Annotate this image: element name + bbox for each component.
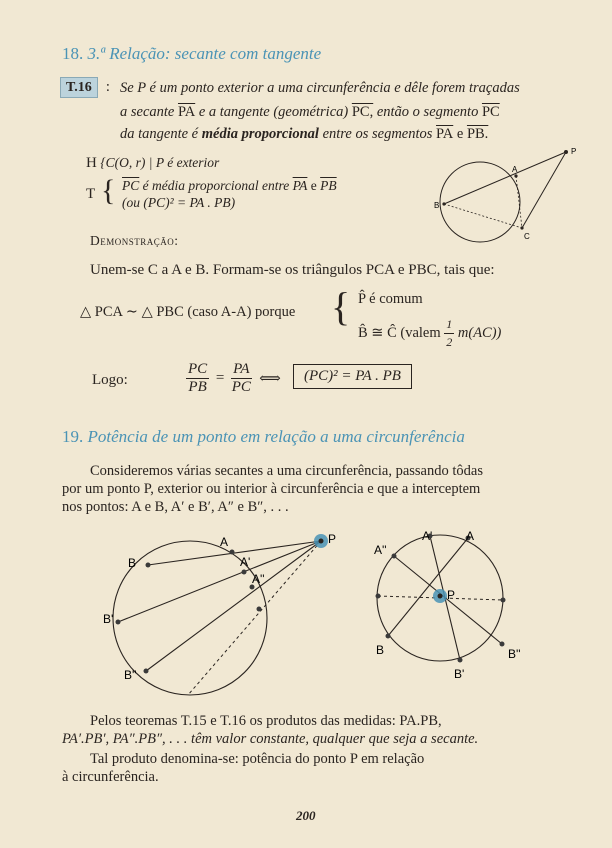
theorem-l2-b: e a tangente (geométrica) bbox=[198, 104, 349, 120]
fig-small-ac bbox=[516, 176, 522, 228]
fig1-a2-label: A'' bbox=[252, 572, 265, 586]
fraction-1-den: PB bbox=[188, 379, 207, 395]
para2-line-3: Tal produto denomina-se: potência do ponto P em relação bbox=[90, 751, 425, 767]
thesis-line-2: (ou (PC)² = PA . PB) bbox=[122, 195, 236, 210]
fig-small-bc bbox=[444, 204, 522, 228]
fig1-p-dot bbox=[319, 539, 324, 544]
thesis-pa: $\overline{PA}$ bbox=[292, 178, 308, 193]
para1-line-1: Consideremos várias secantes a uma circunferência, passando tôdas bbox=[90, 463, 483, 479]
fraction-2-num: PA bbox=[233, 361, 250, 377]
cond2-den: 2 bbox=[446, 335, 453, 349]
fig2-a-label: A bbox=[466, 530, 475, 543]
fig2-b2-label: B'' bbox=[508, 647, 521, 661]
theorem-line-1: Se P é um ponto exterior a uma circunferência e dêle forem traçadas bbox=[120, 80, 520, 96]
exterior-point-figure bbox=[100, 525, 360, 705]
similarity-brace: { bbox=[331, 284, 351, 329]
fig1-dashed-line bbox=[188, 541, 321, 695]
fig1-a-dot bbox=[230, 550, 235, 555]
theorem-l2-pa: $\overline{PA}$ bbox=[177, 104, 196, 120]
fraction-2-den: PC bbox=[231, 379, 251, 395]
fig1-b2-label: B'' bbox=[124, 668, 137, 682]
fig-small-c-label: C bbox=[524, 232, 530, 241]
fig1-p-label: P bbox=[328, 532, 337, 546]
cond2-arc: m(AC)) bbox=[457, 324, 502, 341]
thesis-brace: { bbox=[101, 174, 116, 207]
fig1-b-dot bbox=[146, 563, 151, 568]
fig2-a2-label: A'' bbox=[374, 543, 387, 557]
fig-small-p-label: P bbox=[571, 147, 577, 156]
fraction-1-num: PC bbox=[188, 361, 208, 377]
condition-1: P̂ é comum bbox=[358, 291, 423, 307]
theorem-l2-pc: PC, bbox=[351, 104, 374, 120]
theorem-l2-c: então o segmento bbox=[376, 104, 479, 120]
page-number: 200 bbox=[296, 808, 316, 823]
theorem-colon: : bbox=[105, 79, 110, 95]
fig2-dash-right-dot bbox=[501, 598, 506, 603]
section-18-number: 18. bbox=[62, 44, 84, 63]
fig2-b-dot bbox=[386, 634, 391, 639]
fraction-pc-pb bbox=[186, 361, 209, 396]
thesis-line-1 bbox=[122, 178, 337, 194]
fig1-b2-dot bbox=[144, 669, 149, 674]
section-18-title: 3.ª Relação: secante com tangente bbox=[87, 44, 322, 63]
equals-sign: = bbox=[215, 370, 225, 386]
fig-small-circle bbox=[440, 162, 520, 242]
theorem-label-row bbox=[60, 78, 110, 96]
fig2-a1-label: A' bbox=[422, 530, 433, 543]
theorem-l2-pc2: $\overline{PC}$ bbox=[481, 104, 500, 120]
theorem-line-3 bbox=[120, 126, 488, 143]
fig-small-a-label: A bbox=[512, 165, 518, 174]
hypothesis-line bbox=[86, 155, 219, 172]
fig1-b1-dot bbox=[116, 620, 121, 625]
fig-small-b-dot bbox=[442, 202, 445, 205]
theorem-line-2 bbox=[120, 104, 500, 121]
theorem-label: T.16 bbox=[60, 77, 98, 98]
interior-point-figure bbox=[370, 530, 540, 705]
hypothesis-h: H bbox=[86, 155, 97, 171]
fig2-b1-dot bbox=[458, 658, 463, 663]
thesis-pc: $\overline{PC}$ bbox=[122, 178, 140, 193]
cond2-valem: (valem bbox=[400, 324, 441, 341]
fig-small-tangent bbox=[522, 152, 566, 228]
fig1-b1-label: B' bbox=[103, 612, 114, 626]
thesis-t: T bbox=[86, 186, 96, 202]
demo-label: Demonstração: bbox=[90, 233, 179, 248]
fig-small-p-dot bbox=[564, 150, 568, 154]
theorem-l2-a: a secante bbox=[120, 104, 175, 120]
fig1-b-label: B bbox=[128, 556, 137, 570]
fig2-b1-label: B' bbox=[454, 667, 465, 681]
para2-line-1: Pelos teoremas T.15 e T.16 os produtos das medidas: PA.PB, bbox=[90, 713, 442, 729]
condition-2 bbox=[358, 316, 501, 351]
section-19-title: Potência de um ponto em relação a uma circunferência bbox=[87, 427, 465, 446]
section-19-number: 19. bbox=[62, 427, 84, 446]
result-box: (PC)² = PA . PB bbox=[293, 364, 412, 389]
iff-arrow: ⟺ bbox=[259, 371, 281, 387]
theorem-l3-b: entre os segmentos bbox=[322, 126, 433, 142]
tangent-secant-figure bbox=[430, 146, 580, 256]
theorem-l3-bold: média proporcional bbox=[201, 126, 319, 142]
theorem-l3-pb: PB. bbox=[466, 126, 489, 142]
para2-line-2: PA′.PB′, PA″.PB″, . . . têm valor constante, qualquer que seja a secante. bbox=[62, 731, 479, 747]
para2-line-4: à circunferência. bbox=[62, 769, 159, 785]
fig1-a-label: A bbox=[220, 535, 229, 549]
similarity-statement: △ PCA ∼ △ PBC (caso A-A) porque bbox=[80, 304, 296, 320]
fig2-chord-ab bbox=[388, 538, 468, 636]
fig2-dash-left-dot bbox=[376, 594, 381, 599]
fig1-secant-ab bbox=[148, 541, 321, 565]
theorem-l3-a: da tangente é bbox=[120, 126, 199, 142]
fig-small-c-dot bbox=[520, 226, 523, 229]
section-18-heading bbox=[62, 44, 321, 64]
thesis-mid: é média proporcional entre bbox=[142, 178, 290, 193]
logo-label: Logo: bbox=[92, 372, 128, 388]
thesis-and: e bbox=[310, 178, 317, 193]
fraction-pa-pc bbox=[231, 361, 251, 396]
hypothesis-text: {C(O, r) | P é exterior bbox=[100, 155, 220, 170]
fig2-b-label: B bbox=[376, 643, 385, 657]
cond2-half bbox=[444, 316, 454, 351]
fig1-a1-dot bbox=[242, 570, 247, 575]
fig1-secant-a2b2 bbox=[146, 541, 321, 671]
fig2-p-label: P bbox=[447, 588, 456, 602]
fig2-a2-dot bbox=[392, 554, 397, 559]
proportion-equation bbox=[186, 361, 285, 396]
cond2-num: 1 bbox=[444, 316, 454, 334]
cond2-angles: B̂ ≅ Ĉ bbox=[358, 324, 397, 341]
theorem-l3-e: e bbox=[456, 126, 464, 142]
fig-small-secant bbox=[444, 152, 566, 204]
theorem-l3-pa: $\overline{PA}$ bbox=[436, 126, 454, 142]
fig-small-a-dot bbox=[514, 174, 517, 177]
fig2-b2-dot bbox=[500, 642, 505, 647]
fig1-dash-dot bbox=[257, 607, 262, 612]
section-19-heading bbox=[62, 427, 465, 447]
demo-line-1: Unem-se C a A e B. Formam-se os triângulos PCA e PBC, tais que: bbox=[90, 262, 495, 278]
para1-line-3: nos pontos: A e B, A′ e B′, A″ e B″, . . . bbox=[62, 499, 289, 515]
thesis-pb: $\overline{PB}$ bbox=[320, 178, 337, 193]
fig1-a1-label: A' bbox=[240, 555, 251, 569]
para1-line-2: por um ponto P, exterior ou interior à circunferência e que a interceptem bbox=[62, 481, 481, 497]
fig2-p-dot bbox=[438, 594, 443, 599]
fig-small-b-label: B bbox=[434, 201, 440, 210]
